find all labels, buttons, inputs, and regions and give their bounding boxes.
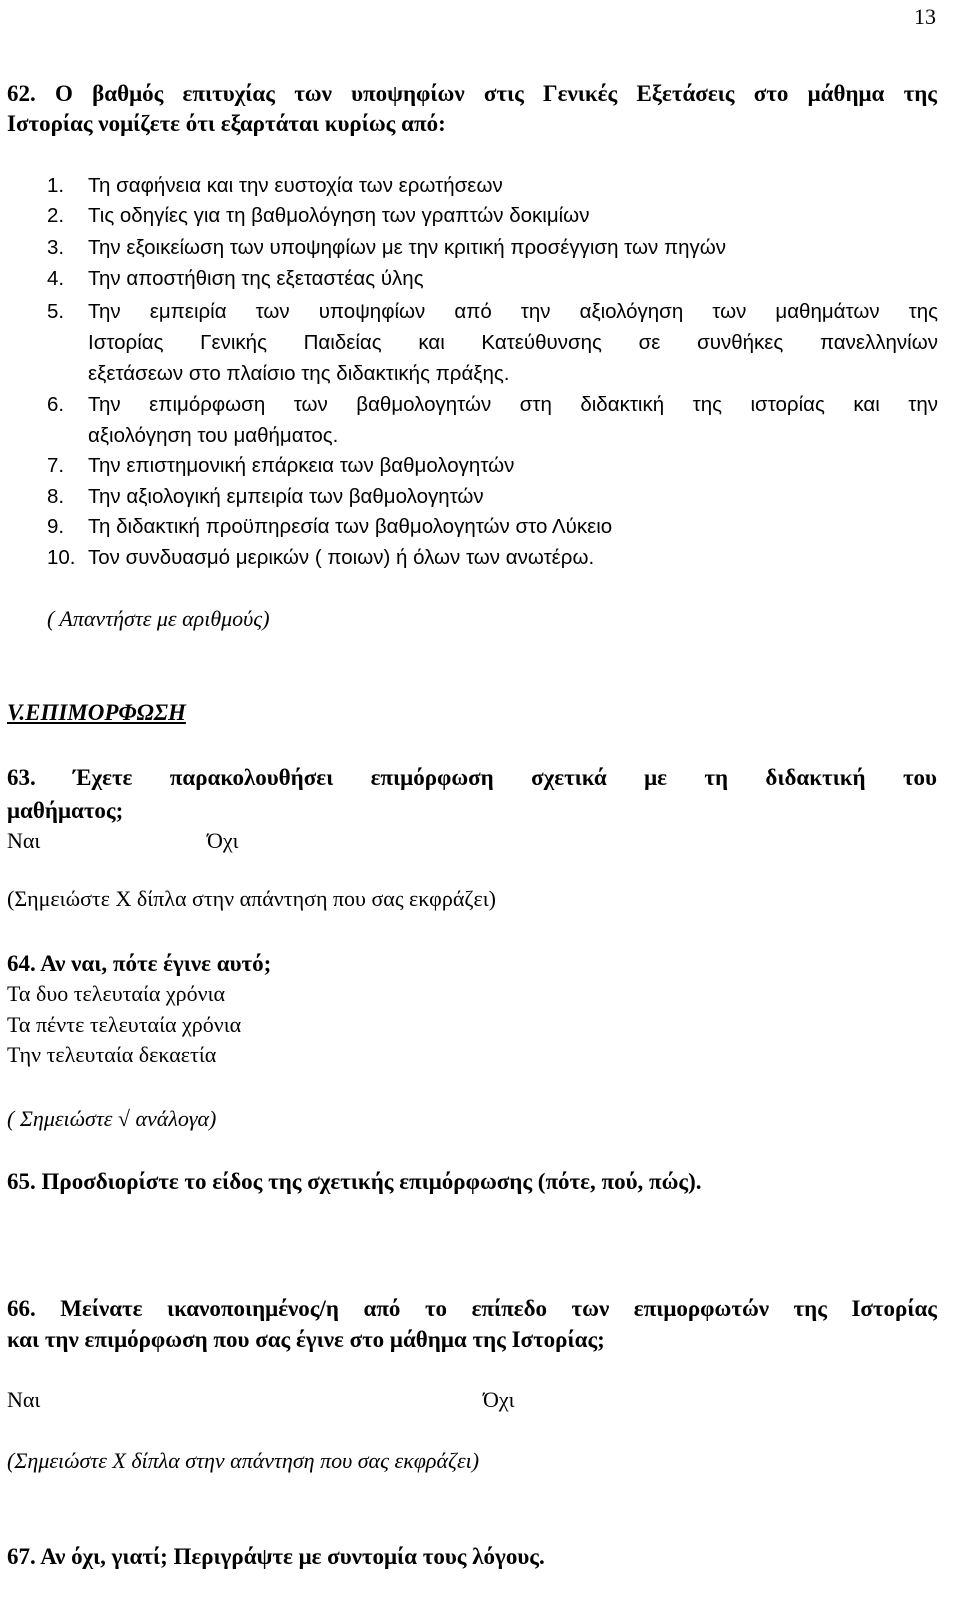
list-item [0,171,960,201]
list-item-text: Τις οδηγίες για τη βαθμολόγηση των γραπτών δοκιμίων [88,204,590,227]
list-item-number: 1. [47,174,65,197]
list-item [0,201,960,231]
list-item-text: Τη διδακτική προϋπηρεσία των βαθμολογητών στο Λύκειο [88,515,613,538]
q62-title-line1: 62. Ο βαθμός επιτυχίας των υποψηφίων στις Γενικές Εξετάσεις στο μάθημα της [7,81,937,106]
q63-title-line2: μαθήματος; [7,798,124,823]
list-item [0,264,960,294]
list-item-text: Την εξοικείωση των υποψηφίων με την κριτική προσέγγιση των πηγών [88,236,726,259]
q66-title-line1: 66. Μείνατε ικανοποιημένος/η από το επίπεδο των επιμορφωτών της Ιστορίας [7,1296,937,1321]
q62-instruction: ( Απαντήστε με αριθμούς) [47,606,270,631]
list-item-text: Την επιμόρφωση των βαθμολογητών στη διδακτική της ιστορίας και την [88,393,938,416]
list-item-number: 9. [47,515,65,538]
q65-title: 65. Προσδιορίστε το είδος της σχετικής επιμόρφωσης (πότε, πού, πώς). [7,1169,702,1194]
q62-title-line2: Ιστορίας νομίζετε ότι εξαρτάται κυρίως από: [7,111,446,136]
list-item [0,482,960,512]
list-item-number: 5. [47,300,65,323]
list-item-number: 10. [47,546,76,569]
list-item-text: αξιολόγηση του μαθήματος. [88,424,339,447]
section-heading: V.ΕΠΙΜΟΡΦΩΣΗ [7,700,186,725]
q66-option-no: Όχι [483,1387,515,1412]
page-number: 13 [914,4,936,29]
q66-title-line2: και την επιμόρφωση που σας έγινε στο μάθημα της Ιστορίας; [7,1327,605,1352]
q63-instruction: (Σημειώστε Χ δίπλα στην απάντηση που σας εκφράζει) [7,886,496,911]
list-item-text: εξετάσεων στο πλαίσιο της διδακτικής πράξης. [88,362,510,385]
list-item [0,233,960,263]
q66-option-yes: Ναι [7,1387,41,1412]
q64-option: Την τελευταία δεκαετία [7,1042,217,1067]
q64-title: 64. Αν ναι, πότε έγινε αυτό; [7,951,272,976]
list-item [0,512,960,542]
list-item-text: Τη σαφήνεια και την ευστοχία των ερωτήσεων [88,174,503,197]
list-item-number: 2. [47,204,65,227]
q66-instruction: (Σημειώστε Χ δίπλα στην απάντηση που σας εκφράζει) [7,1448,480,1473]
list-item-number: 4. [47,267,65,290]
list-item-text: Την επιστημονική επάρκεια των βαθμολογητών [88,454,515,477]
list-item [0,297,960,387]
list-item [0,451,960,481]
list-item-number: 8. [47,485,65,508]
q63-option-yes: Ναι [7,828,41,853]
q64-instruction: ( Σημειώστε √ ανάλογα) [7,1106,217,1131]
list-item-text: Τον συνδυασμό μερικών ( ποιων) ή όλων των ανωτέρω. [88,546,595,569]
q64-option: Τα δυο τελευταία χρόνια [7,981,226,1006]
list-item-text: Την αποστήθιση της εξεταστέας ύλης [88,267,424,290]
list-item-number: 3. [47,236,65,259]
list-item [0,390,960,450]
list-item-text: Την εμπειρία των υποψηφίων από την αξιολόγηση των μαθημάτων της [88,300,938,323]
q63-option-no: Όχι [207,828,239,853]
list-item-number: 7. [47,454,65,477]
q67-title: 67. Αν όχι, γιατί; Περιγράψτε με συντομία τους λόγους. [7,1544,545,1569]
list-item [0,543,960,573]
list-item-text: Την αξιολογική εμπειρία των βαθμολογητών [88,485,484,508]
q64-option: Τα πέντε τελευταία χρόνια [7,1012,242,1037]
list-item-number: 6. [47,393,65,416]
q63-title-line1: 63. Έχετε παρακολουθήσει επιμόρφωση σχετικά με τη διδακτική του [7,765,937,790]
list-item-text: Ιστορίας Γενικής Παιδείας και Κατεύθυνσης σε συνθήκες πανελληνίων [88,331,938,354]
